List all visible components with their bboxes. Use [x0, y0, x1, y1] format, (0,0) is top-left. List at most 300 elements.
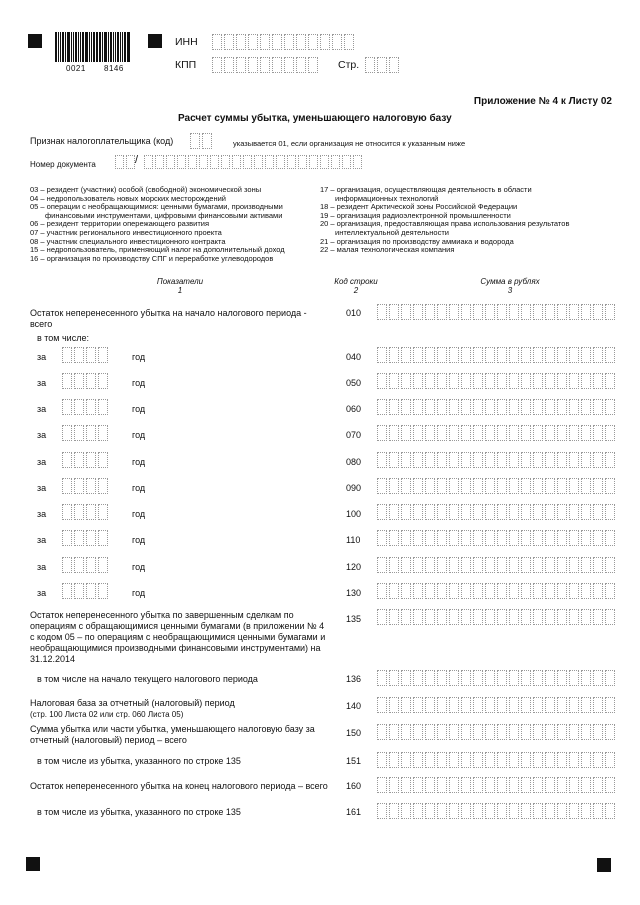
- input-cell[interactable]: [605, 399, 615, 415]
- input-cell[interactable]: [413, 373, 423, 389]
- input-cell[interactable]: [581, 609, 591, 625]
- input-cell[interactable]: [389, 373, 399, 389]
- input-cell[interactable]: [437, 697, 447, 713]
- input-cell[interactable]: [605, 557, 615, 573]
- input-cell[interactable]: [425, 504, 435, 520]
- input-cell[interactable]: [557, 530, 567, 546]
- input-cell[interactable]: [605, 347, 615, 363]
- input-cell[interactable]: [449, 530, 459, 546]
- input-cell[interactable]: [86, 583, 96, 599]
- input-cell[interactable]: [569, 530, 579, 546]
- input-cell[interactable]: [389, 530, 399, 546]
- input-cell[interactable]: [557, 724, 567, 740]
- input-cell[interactable]: [437, 803, 447, 819]
- input-cell[interactable]: [473, 697, 483, 713]
- input-cell[interactable]: [569, 399, 579, 415]
- input-cell[interactable]: [308, 57, 318, 73]
- input-cell[interactable]: [401, 478, 411, 494]
- input-cell[interactable]: [166, 155, 175, 169]
- input-cell[interactable]: [425, 557, 435, 573]
- input-cell[interactable]: [473, 583, 483, 599]
- input-cell[interactable]: [545, 347, 555, 363]
- input-cell[interactable]: [332, 34, 342, 50]
- input-cell[interactable]: [605, 752, 615, 768]
- input-cell[interactable]: [485, 504, 495, 520]
- input-cell[interactable]: [248, 34, 258, 50]
- input-cell[interactable]: [545, 425, 555, 441]
- input-cell[interactable]: [581, 347, 591, 363]
- input-cell[interactable]: [86, 530, 96, 546]
- input-cell[interactable]: [593, 399, 603, 415]
- input-cell[interactable]: [593, 425, 603, 441]
- input-cell[interactable]: [401, 777, 411, 793]
- input-cell[interactable]: [98, 347, 108, 363]
- input-cell[interactable]: [74, 347, 84, 363]
- input-cell[interactable]: [485, 478, 495, 494]
- input-cell[interactable]: [521, 609, 531, 625]
- input-cell[interactable]: [62, 399, 72, 415]
- input-cell[interactable]: [485, 425, 495, 441]
- input-cell[interactable]: [74, 583, 84, 599]
- input-cell[interactable]: [521, 724, 531, 740]
- input-cell[interactable]: [331, 155, 340, 169]
- input-cell[interactable]: [557, 557, 567, 573]
- input-cell[interactable]: [569, 452, 579, 468]
- input-cell[interactable]: [425, 670, 435, 686]
- input-cell[interactable]: [497, 452, 507, 468]
- input-cell[interactable]: [437, 752, 447, 768]
- input-cell[interactable]: [581, 803, 591, 819]
- input-cell[interactable]: [569, 752, 579, 768]
- input-cell[interactable]: [509, 478, 519, 494]
- input-cell[interactable]: [389, 609, 399, 625]
- input-cell[interactable]: [521, 697, 531, 713]
- input-cell[interactable]: [377, 373, 387, 389]
- input-cell[interactable]: [413, 304, 423, 320]
- input-cell[interactable]: [533, 347, 543, 363]
- input-cell[interactable]: [509, 697, 519, 713]
- input-cell[interactable]: [296, 57, 306, 73]
- input-cell[interactable]: [389, 452, 399, 468]
- input-cell[interactable]: [74, 478, 84, 494]
- input-cell[interactable]: [557, 452, 567, 468]
- input-cell[interactable]: [533, 752, 543, 768]
- input-cell[interactable]: [485, 583, 495, 599]
- input-cell[interactable]: [593, 452, 603, 468]
- input-cell[interactable]: [545, 609, 555, 625]
- input-cell[interactable]: [569, 670, 579, 686]
- input-cell[interactable]: [98, 373, 108, 389]
- input-cell[interactable]: [342, 155, 351, 169]
- input-cell[interactable]: [509, 530, 519, 546]
- input-cell[interactable]: [521, 670, 531, 686]
- input-cell[interactable]: [413, 478, 423, 494]
- input-cell[interactable]: [461, 697, 471, 713]
- inn-field[interactable]: [212, 34, 356, 50]
- input-cell[interactable]: [86, 399, 96, 415]
- year-row-amount-field[interactable]: [377, 504, 617, 520]
- input-cell[interactable]: [545, 724, 555, 740]
- year-row-amount-field[interactable]: [377, 583, 617, 599]
- input-cell[interactable]: [260, 34, 270, 50]
- input-cell[interactable]: [413, 697, 423, 713]
- input-cell[interactable]: [236, 57, 246, 73]
- input-cell[interactable]: [126, 155, 135, 169]
- input-cell[interactable]: [485, 803, 495, 819]
- input-cell[interactable]: [449, 504, 459, 520]
- input-cell[interactable]: [98, 452, 108, 468]
- year-row-amount-field[interactable]: [377, 478, 617, 494]
- input-cell[interactable]: [461, 557, 471, 573]
- input-cell[interactable]: [353, 155, 362, 169]
- input-cell[interactable]: [485, 697, 495, 713]
- input-cell[interactable]: [232, 155, 241, 169]
- input-cell[interactable]: [413, 557, 423, 573]
- input-cell[interactable]: [98, 399, 108, 415]
- input-cell[interactable]: [401, 373, 411, 389]
- input-cell[interactable]: [344, 34, 354, 50]
- year-field[interactable]: [62, 530, 110, 546]
- input-cell[interactable]: [533, 557, 543, 573]
- input-cell[interactable]: [202, 133, 212, 149]
- input-cell[interactable]: [533, 399, 543, 415]
- input-cell[interactable]: [437, 530, 447, 546]
- input-cell[interactable]: [284, 57, 294, 73]
- input-cell[interactable]: [485, 399, 495, 415]
- input-cell[interactable]: [425, 752, 435, 768]
- input-cell[interactable]: [284, 34, 294, 50]
- input-cell[interactable]: [521, 752, 531, 768]
- input-cell[interactable]: [605, 504, 615, 520]
- input-cell[interactable]: [509, 557, 519, 573]
- input-cell[interactable]: [389, 478, 399, 494]
- input-cell[interactable]: [413, 504, 423, 520]
- input-cell[interactable]: [413, 583, 423, 599]
- input-cell[interactable]: [461, 530, 471, 546]
- input-cell[interactable]: [449, 347, 459, 363]
- input-cell[interactable]: [473, 724, 483, 740]
- input-cell[interactable]: [377, 57, 387, 73]
- input-cell[interactable]: [190, 133, 200, 149]
- input-cell[interactable]: [437, 373, 447, 389]
- input-cell[interactable]: [473, 504, 483, 520]
- input-cell[interactable]: [533, 504, 543, 520]
- input-cell[interactable]: [210, 155, 219, 169]
- input-cell[interactable]: [437, 583, 447, 599]
- input-cell[interactable]: [509, 504, 519, 520]
- input-cell[interactable]: [509, 670, 519, 686]
- input-cell[interactable]: [545, 583, 555, 599]
- input-cell[interactable]: [533, 697, 543, 713]
- input-cell[interactable]: [593, 583, 603, 599]
- input-cell[interactable]: [449, 373, 459, 389]
- input-cell[interactable]: [401, 752, 411, 768]
- input-cell[interactable]: [449, 697, 459, 713]
- input-cell[interactable]: [221, 155, 230, 169]
- input-cell[interactable]: [437, 670, 447, 686]
- input-cell[interactable]: [62, 583, 72, 599]
- input-cell[interactable]: [593, 803, 603, 819]
- input-cell[interactable]: [569, 373, 579, 389]
- input-cell[interactable]: [581, 373, 591, 389]
- input-cell[interactable]: [533, 803, 543, 819]
- input-cell[interactable]: [401, 670, 411, 686]
- input-cell[interactable]: [485, 530, 495, 546]
- input-cell[interactable]: [497, 399, 507, 415]
- input-cell[interactable]: [413, 425, 423, 441]
- input-cell[interactable]: [473, 425, 483, 441]
- input-cell[interactable]: [485, 670, 495, 686]
- input-cell[interactable]: [437, 724, 447, 740]
- input-cell[interactable]: [86, 557, 96, 573]
- input-cell[interactable]: [98, 504, 108, 520]
- input-cell[interactable]: [557, 304, 567, 320]
- input-cell[interactable]: [389, 347, 399, 363]
- input-cell[interactable]: [425, 777, 435, 793]
- input-cell[interactable]: [593, 530, 603, 546]
- input-cell[interactable]: [461, 803, 471, 819]
- input-cell[interactable]: [545, 304, 555, 320]
- input-cell[interactable]: [272, 57, 282, 73]
- input-cell[interactable]: [377, 425, 387, 441]
- input-cell[interactable]: [485, 557, 495, 573]
- input-cell[interactable]: [320, 34, 330, 50]
- input-cell[interactable]: [461, 399, 471, 415]
- input-cell[interactable]: [449, 452, 459, 468]
- input-cell[interactable]: [389, 583, 399, 599]
- input-cell[interactable]: [377, 670, 387, 686]
- input-cell[interactable]: [521, 803, 531, 819]
- input-cell[interactable]: [425, 478, 435, 494]
- input-cell[interactable]: [533, 478, 543, 494]
- input-cell[interactable]: [509, 304, 519, 320]
- input-cell[interactable]: [461, 452, 471, 468]
- input-cell[interactable]: [545, 557, 555, 573]
- input-cell[interactable]: [62, 557, 72, 573]
- input-cell[interactable]: [497, 609, 507, 625]
- input-cell[interactable]: [485, 347, 495, 363]
- input-cell[interactable]: [497, 777, 507, 793]
- input-cell[interactable]: [62, 504, 72, 520]
- input-cell[interactable]: [605, 304, 615, 320]
- year-field[interactable]: [62, 399, 110, 415]
- input-cell[interactable]: [401, 425, 411, 441]
- input-cell[interactable]: [545, 452, 555, 468]
- input-cell[interactable]: [377, 609, 387, 625]
- input-cell[interactable]: [521, 452, 531, 468]
- input-cell[interactable]: [389, 399, 399, 415]
- input-cell[interactable]: [461, 304, 471, 320]
- input-cell[interactable]: [377, 697, 387, 713]
- input-cell[interactable]: [389, 803, 399, 819]
- input-cell[interactable]: [497, 697, 507, 713]
- input-cell[interactable]: [533, 609, 543, 625]
- input-cell[interactable]: [449, 670, 459, 686]
- input-cell[interactable]: [557, 504, 567, 520]
- input-cell[interactable]: [389, 304, 399, 320]
- input-cell[interactable]: [437, 425, 447, 441]
- input-cell[interactable]: [473, 304, 483, 320]
- year-field[interactable]: [62, 452, 110, 468]
- row-160-amount-field[interactable]: [377, 777, 617, 793]
- input-cell[interactable]: [377, 724, 387, 740]
- input-cell[interactable]: [497, 478, 507, 494]
- input-cell[interactable]: [593, 697, 603, 713]
- taxpayer-sign-field[interactable]: [190, 133, 214, 149]
- input-cell[interactable]: [389, 724, 399, 740]
- input-cell[interactable]: [86, 452, 96, 468]
- input-cell[interactable]: [401, 557, 411, 573]
- input-cell[interactable]: [377, 752, 387, 768]
- input-cell[interactable]: [62, 347, 72, 363]
- input-cell[interactable]: [521, 530, 531, 546]
- row-151-amount-field[interactable]: [377, 752, 617, 768]
- input-cell[interactable]: [461, 425, 471, 441]
- input-cell[interactable]: [401, 452, 411, 468]
- input-cell[interactable]: [437, 609, 447, 625]
- input-cell[interactable]: [605, 425, 615, 441]
- input-cell[interactable]: [593, 777, 603, 793]
- input-cell[interactable]: [425, 347, 435, 363]
- input-cell[interactable]: [473, 347, 483, 363]
- input-cell[interactable]: [557, 803, 567, 819]
- input-cell[interactable]: [605, 530, 615, 546]
- input-cell[interactable]: [509, 425, 519, 441]
- input-cell[interactable]: [389, 504, 399, 520]
- input-cell[interactable]: [497, 752, 507, 768]
- input-cell[interactable]: [581, 399, 591, 415]
- input-cell[interactable]: [497, 530, 507, 546]
- input-cell[interactable]: [605, 803, 615, 819]
- input-cell[interactable]: [497, 670, 507, 686]
- input-cell[interactable]: [521, 777, 531, 793]
- input-cell[interactable]: [377, 504, 387, 520]
- input-cell[interactable]: [425, 609, 435, 625]
- input-cell[interactable]: [593, 373, 603, 389]
- input-cell[interactable]: [461, 583, 471, 599]
- year-row-amount-field[interactable]: [377, 425, 617, 441]
- input-cell[interactable]: [557, 478, 567, 494]
- input-cell[interactable]: [74, 399, 84, 415]
- input-cell[interactable]: [389, 57, 399, 73]
- input-cell[interactable]: [98, 530, 108, 546]
- input-cell[interactable]: [533, 530, 543, 546]
- input-cell[interactable]: [545, 803, 555, 819]
- input-cell[interactable]: [569, 425, 579, 441]
- input-cell[interactable]: [485, 777, 495, 793]
- input-cell[interactable]: [473, 452, 483, 468]
- input-cell[interactable]: [389, 557, 399, 573]
- row-161-amount-field[interactable]: [377, 803, 617, 819]
- input-cell[interactable]: [521, 399, 531, 415]
- year-row-amount-field[interactable]: [377, 557, 617, 573]
- input-cell[interactable]: [98, 557, 108, 573]
- input-cell[interactable]: [461, 670, 471, 686]
- input-cell[interactable]: [605, 373, 615, 389]
- input-cell[interactable]: [461, 347, 471, 363]
- input-cell[interactable]: [545, 777, 555, 793]
- input-cell[interactable]: [144, 155, 153, 169]
- input-cell[interactable]: [236, 34, 246, 50]
- input-cell[interactable]: [605, 583, 615, 599]
- input-cell[interactable]: [497, 373, 507, 389]
- input-cell[interactable]: [437, 777, 447, 793]
- input-cell[interactable]: [62, 373, 72, 389]
- input-cell[interactable]: [461, 777, 471, 793]
- year-field[interactable]: [62, 478, 110, 494]
- input-cell[interactable]: [86, 373, 96, 389]
- input-cell[interactable]: [74, 530, 84, 546]
- input-cell[interactable]: [212, 34, 222, 50]
- input-cell[interactable]: [533, 724, 543, 740]
- input-cell[interactable]: [497, 583, 507, 599]
- input-cell[interactable]: [485, 752, 495, 768]
- year-field[interactable]: [62, 504, 110, 520]
- input-cell[interactable]: [569, 504, 579, 520]
- input-cell[interactable]: [545, 530, 555, 546]
- input-cell[interactable]: [497, 504, 507, 520]
- row-140-amount-field[interactable]: [377, 697, 617, 713]
- row-150-amount-field[interactable]: [377, 724, 617, 740]
- input-cell[interactable]: [605, 670, 615, 686]
- year-row-amount-field[interactable]: [377, 530, 617, 546]
- input-cell[interactable]: [569, 697, 579, 713]
- input-cell[interactable]: [581, 452, 591, 468]
- input-cell[interactable]: [605, 609, 615, 625]
- input-cell[interactable]: [569, 304, 579, 320]
- input-cell[interactable]: [401, 530, 411, 546]
- input-cell[interactable]: [593, 557, 603, 573]
- input-cell[interactable]: [461, 504, 471, 520]
- input-cell[interactable]: [581, 583, 591, 599]
- input-cell[interactable]: [401, 803, 411, 819]
- input-cell[interactable]: [461, 373, 471, 389]
- input-cell[interactable]: [377, 530, 387, 546]
- input-cell[interactable]: [509, 399, 519, 415]
- input-cell[interactable]: [569, 478, 579, 494]
- input-cell[interactable]: [533, 425, 543, 441]
- input-cell[interactable]: [401, 347, 411, 363]
- input-cell[interactable]: [545, 670, 555, 686]
- input-cell[interactable]: [485, 609, 495, 625]
- input-cell[interactable]: [377, 777, 387, 793]
- input-cell[interactable]: [437, 347, 447, 363]
- input-cell[interactable]: [62, 478, 72, 494]
- input-cell[interactable]: [581, 752, 591, 768]
- input-cell[interactable]: [473, 530, 483, 546]
- input-cell[interactable]: [593, 670, 603, 686]
- input-cell[interactable]: [377, 803, 387, 819]
- input-cell[interactable]: [115, 155, 124, 169]
- input-cell[interactable]: [437, 399, 447, 415]
- input-cell[interactable]: [533, 373, 543, 389]
- input-cell[interactable]: [449, 478, 459, 494]
- input-cell[interactable]: [377, 452, 387, 468]
- year-field[interactable]: [62, 557, 110, 573]
- input-cell[interactable]: [437, 304, 447, 320]
- input-cell[interactable]: [389, 697, 399, 713]
- input-cell[interactable]: [425, 304, 435, 320]
- input-cell[interactable]: [389, 752, 399, 768]
- input-cell[interactable]: [98, 478, 108, 494]
- input-cell[interactable]: [86, 504, 96, 520]
- input-cell[interactable]: [557, 399, 567, 415]
- input-cell[interactable]: [401, 609, 411, 625]
- input-cell[interactable]: [243, 155, 252, 169]
- input-cell[interactable]: [449, 557, 459, 573]
- input-cell[interactable]: [581, 530, 591, 546]
- input-cell[interactable]: [62, 425, 72, 441]
